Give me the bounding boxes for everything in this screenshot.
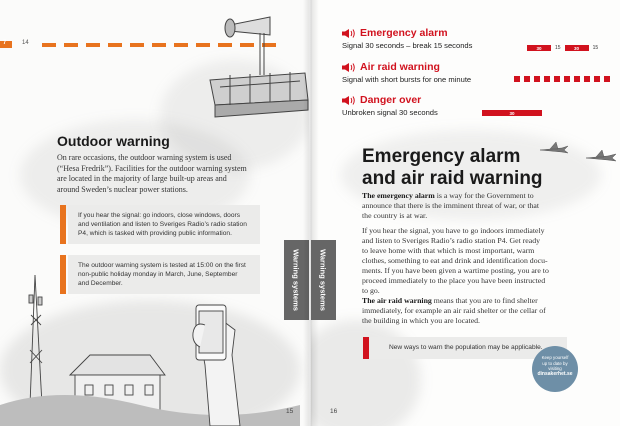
town-phone-illustration <box>0 255 300 426</box>
text-line: announce that there is the imminent threat of war, or that <box>362 201 540 210</box>
badge-line: visiting <box>548 366 562 372</box>
signal-danger-over <box>342 94 438 117</box>
text-line: and December. <box>78 280 123 287</box>
signal-title: Emergency alarm <box>360 27 448 39</box>
text-line: and ventilation and listen to Sveriges Radio’s radio station <box>78 221 247 228</box>
break-label: 15 <box>592 45 599 51</box>
tab-number: 7 <box>3 40 7 46</box>
title-line: Emergency alarm <box>362 146 521 167</box>
danger-over-pattern <box>482 110 542 116</box>
text-line: If you hear the signal: go indoors, close windows, doors <box>78 212 241 219</box>
siren-rooftop-illustration <box>190 5 310 135</box>
badge-line: up to date by <box>542 360 568 366</box>
text-line: The outdoor warning system is tested at 15:00 on the first <box>78 262 246 269</box>
text-line: immediately, for example an air raid shelter or the cellar of <box>362 306 546 315</box>
body-text <box>57 153 272 195</box>
signal-air-raid-warning <box>342 61 471 84</box>
text-line: means that you are to find shelter <box>431 296 538 305</box>
signal-description: Signal 30 seconds – break 15 seconds <box>342 41 473 50</box>
lead-text: The emergency alarm <box>362 191 435 200</box>
website-link[interactable]: dinsakerhet.se <box>537 370 573 377</box>
paragraph-air-raid <box>362 296 564 326</box>
text-line: On rare occasions, the outdoor warning system is used <box>57 153 232 162</box>
emergency-alarm-pattern <box>527 45 598 51</box>
text-line: (“Hesa Fredrik”). Facilities for the outdoor warning system <box>57 163 247 173</box>
fighter-jets-illustration <box>538 140 620 168</box>
text-line: proceed immediately to the place you have been instructed <box>362 276 546 285</box>
paragraph-emergency-alarm <box>362 191 564 221</box>
speaker-icon <box>342 28 356 39</box>
page-title <box>362 146 543 190</box>
signal-description: Unbroken signal 30 seconds <box>342 108 438 117</box>
signal-title: Danger over <box>360 94 422 106</box>
signal-emergency-alarm <box>342 27 472 50</box>
speaker-icon <box>342 95 356 106</box>
section-tab-label: Warning systems <box>291 249 301 311</box>
break-label: 15 <box>555 45 561 51</box>
paragraph-instructions <box>362 226 564 296</box>
page-marker: 14 <box>22 40 29 46</box>
watercolor-wash <box>311 320 421 426</box>
text-line: the country is at war. <box>362 211 428 220</box>
spine-shadow <box>303 0 319 426</box>
signal-instructions-note <box>68 205 260 244</box>
lead-text: The air raid warning <box>362 296 432 305</box>
text-line: and listen to Sveriges Radio’s radio station P4. Get ready <box>362 236 540 245</box>
signal-bar: 30 <box>482 110 542 116</box>
title-line: and air raid warning <box>362 168 543 189</box>
air-raid-pattern <box>514 76 610 82</box>
signal-bar: 30 <box>565 45 589 51</box>
text-line: the building in which you are located. <box>362 316 481 325</box>
page-number: 15 <box>286 408 294 415</box>
page-number: 16 <box>330 408 338 415</box>
signal-description: Signal with short bursts for one minute <box>342 75 472 84</box>
text-line: around Sweden’s nuclear power stations. <box>57 184 188 194</box>
badge-line: Keep yourself <box>541 355 569 360</box>
text-line: non-public holiday monday in March, June, September <box>78 271 238 278</box>
section-title: Outdoor warning <box>57 133 170 149</box>
text-line: to go. <box>362 286 380 295</box>
text-line: P4, which is tasked with providing public information. <box>78 230 232 237</box>
speaker-icon <box>342 62 356 73</box>
text-line: clothes, something to eat and drink and identification docu- <box>362 256 548 265</box>
signal-title: Air raid warning <box>360 61 440 73</box>
section-tab-label: Warning systems <box>318 249 328 311</box>
text-line: to leave home with that which is most important, warm <box>362 246 535 255</box>
text-line: are located in the majority of large built-up areas and <box>57 174 227 183</box>
text-line: is a way for the Government to <box>434 191 534 200</box>
text-line: If you hear the signal, you have to go indoors immediately <box>362 226 545 235</box>
website-badge[interactable] <box>532 346 578 392</box>
signal-bar: 30 <box>527 45 551 51</box>
text-line: ments. If you have been given a wartime posting, you are to <box>362 266 549 275</box>
new-warning-methods-note: New ways to warn the population may be applicable. <box>363 337 567 359</box>
